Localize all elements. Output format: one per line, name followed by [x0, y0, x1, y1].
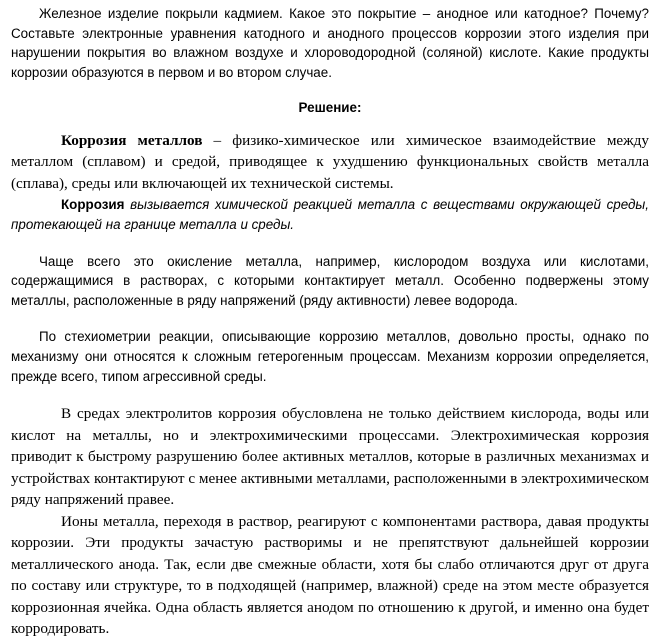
paragraph-electrolytes: В средах электролитов коррозия обусловлена не только действием кислорода, воды или кислот на металлы, но и электрохимическими процессами. Электрохимическая коррозия приводит к быстрому разрушению более активных металлов, которые в различных механизмах и устройствах контактируют с менее активными металлами, расположенными в электрохимическом ряду напряжений правее. [11, 405, 649, 509]
solution-heading: Решение: [298, 100, 362, 116]
definition-text: – физико-химическое или химическое взаимодействие между металлом (сплавом) и средой, приводящее к ухудшению функциональных свойств металла (сплава), среды или включающей их технической системы. [11, 131, 649, 192]
paragraph-stoichiometry: По стехиометрии реакции, описывающие коррозию металлов, довольно просты, однако по механизму они относятся к сложным гетерогенным процессам. Механизм коррозии определяется, прежде всего, типом агрессивной среды. [11, 329, 649, 384]
definition-term: Коррозия [61, 197, 125, 213]
definition-corrosion-of-metals [11, 130, 649, 195]
paragraph-metal-ions: Ионы металла, переходя в раствор, реагируют с компонентами раствора, давая продукты коррозии. Эти продукты зачастую растворимы и не препятствуют дальнейшей коррозии металлического анода. Так, если две смежные области, хотя бы слабо отличаются друг от друга по составу или структуре, то в подходящей (например, влажной) среде на этом месте образуется коррозионная ячейка. Одна область является анодом по отношению к другой, и именно она будет корродировать. [11, 512, 649, 638]
document-page [11, 4, 649, 640]
definition-corrosion [11, 195, 649, 234]
paragraph-oxidation: Чаще всего это окисление металла, например, кислородом воздуха или кислотами, содержащимися в растворах, с которыми контактирует металл. Особенно подвержены этому металлы, расположенные в ряду напряжений (ряду активности) левее водорода. [11, 253, 649, 308]
definition-text: вызывается химической реакцией металла с веществами окружающей среды, протекающей на границе металла и среды. [11, 197, 649, 233]
task-statement: Железное изделие покрыли кадмием. Какое это покрытие – анодное или катодное? Почему? Составьте электронные уравнения катодного и анодного процессов коррозии этого изделия при нарушении покрытия во влажном воздухе и хлороводородной (соляной) кислоте. Какие продукты коррозии образуются в первом и во втором случае. [11, 6, 649, 80]
definition-term: Коррозия металлов [61, 131, 203, 149]
